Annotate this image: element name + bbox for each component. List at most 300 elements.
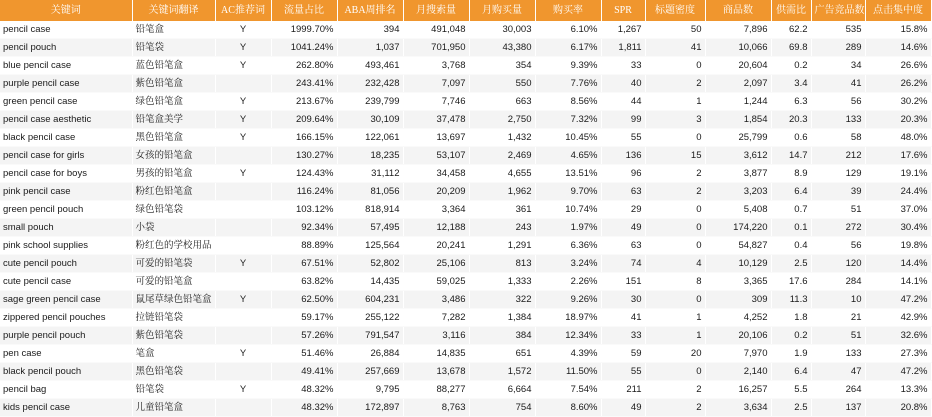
cell-ad-competitors: 129	[811, 165, 865, 183]
cell-supply-demand: 17.6	[771, 273, 811, 291]
cell-products: 309	[705, 291, 771, 309]
cell-traffic-share: 243.41%	[271, 75, 337, 93]
cell-spr: 30	[601, 291, 645, 309]
cell-click-concentration: 19.1%	[865, 165, 931, 183]
cell-title-density: 2	[645, 381, 705, 399]
cell-monthly-purchase: 2,469	[469, 147, 535, 165]
cell-traffic-share: 62.50%	[271, 291, 337, 309]
cell-ac: Y	[215, 255, 271, 273]
cell-click-concentration: 47.2%	[865, 363, 931, 381]
table-row[interactable]	[0, 93, 931, 111]
cell-keyword: cute pencil case	[0, 273, 132, 291]
cell-spr: 29	[601, 201, 645, 219]
cell-traffic-share: 103.12%	[271, 201, 337, 219]
cell-keyword: pencil case	[0, 21, 132, 39]
cell-keyword: zippered pencil pouches	[0, 309, 132, 327]
col-header-translation[interactable]: 关键词翻译	[132, 0, 215, 21]
table-row[interactable]	[0, 39, 931, 57]
cell-title-density: 50	[645, 21, 705, 39]
cell-monthly-purchase: 43,380	[469, 39, 535, 57]
cell-monthly-search: 59,025	[403, 273, 469, 291]
table-row[interactable]	[0, 381, 931, 399]
cell-aba-rank: 394	[337, 21, 403, 39]
cell-monthly-purchase: 1,572	[469, 363, 535, 381]
cell-title-density: 4	[645, 255, 705, 273]
col-header-purchase-rate[interactable]: 购买率	[535, 0, 601, 21]
cell-click-concentration: 17.6%	[865, 147, 931, 165]
table-row[interactable]	[0, 57, 931, 75]
cell-monthly-search: 3,116	[403, 327, 469, 345]
cell-spr: 33	[601, 57, 645, 75]
cell-title-density: 2	[645, 183, 705, 201]
cell-title-density: 41	[645, 39, 705, 57]
cell-products: 10,066	[705, 39, 771, 57]
cell-translation: 男孩的铅笔盒	[132, 165, 215, 183]
cell-monthly-purchase: 384	[469, 327, 535, 345]
cell-supply-demand: 0.2	[771, 327, 811, 345]
table-row[interactable]	[0, 165, 931, 183]
cell-ac	[215, 273, 271, 291]
cell-purchase-rate: 8.60%	[535, 399, 601, 417]
cell-aba-rank: 9,795	[337, 381, 403, 399]
cell-aba-rank: 18,235	[337, 147, 403, 165]
cell-ac	[215, 201, 271, 219]
cell-ad-competitors: 133	[811, 345, 865, 363]
cell-ac	[215, 363, 271, 381]
cell-traffic-share: 92.34%	[271, 219, 337, 237]
cell-monthly-purchase: 322	[469, 291, 535, 309]
cell-traffic-share: 67.51%	[271, 255, 337, 273]
cell-monthly-search: 491,048	[403, 21, 469, 39]
cell-title-density: 2	[645, 399, 705, 417]
cell-translation: 铅笔盒美学	[132, 111, 215, 129]
cell-click-concentration: 32.6%	[865, 327, 931, 345]
table-row[interactable]	[0, 345, 931, 363]
cell-monthly-purchase: 651	[469, 345, 535, 363]
cell-ad-competitors: 10	[811, 291, 865, 309]
cell-spr: 1,811	[601, 39, 645, 57]
cell-keyword: pencil case for girls	[0, 147, 132, 165]
cell-purchase-rate: 7.54%	[535, 381, 601, 399]
cell-aba-rank: 232,428	[337, 75, 403, 93]
cell-supply-demand: 14.7	[771, 147, 811, 165]
cell-spr: 41	[601, 309, 645, 327]
cell-monthly-purchase: 813	[469, 255, 535, 273]
cell-monthly-search: 14,835	[403, 345, 469, 363]
cell-ac	[215, 327, 271, 345]
cell-monthly-purchase: 754	[469, 399, 535, 417]
cell-monthly-search: 12,188	[403, 219, 469, 237]
cell-purchase-rate: 4.39%	[535, 345, 601, 363]
cell-monthly-search: 7,282	[403, 309, 469, 327]
cell-aba-rank: 30,109	[337, 111, 403, 129]
cell-translation: 鼠尾草绿色铅笔盒	[132, 291, 215, 309]
table-row[interactable]	[0, 219, 931, 237]
cell-traffic-share: 48.32%	[271, 399, 337, 417]
cell-purchase-rate: 13.51%	[535, 165, 601, 183]
cell-products: 10,129	[705, 255, 771, 273]
table-row[interactable]	[0, 183, 931, 201]
cell-monthly-purchase: 354	[469, 57, 535, 75]
cell-traffic-share: 116.24%	[271, 183, 337, 201]
cell-translation: 绿色铅笔袋	[132, 201, 215, 219]
cell-translation: 紫色铅笔袋	[132, 327, 215, 345]
cell-products: 3,203	[705, 183, 771, 201]
cell-monthly-search: 34,458	[403, 165, 469, 183]
cell-click-concentration: 15.8%	[865, 21, 931, 39]
cell-title-density: 0	[645, 291, 705, 309]
cell-keyword: small pouch	[0, 219, 132, 237]
cell-traffic-share: 88.89%	[271, 237, 337, 255]
cell-spr: 99	[601, 111, 645, 129]
cell-translation: 儿童铅笔盒	[132, 399, 215, 417]
cell-monthly-purchase: 6,664	[469, 381, 535, 399]
cell-translation: 铅笔盒	[132, 21, 215, 39]
cell-spr: 211	[601, 381, 645, 399]
cell-purchase-rate: 9.39%	[535, 57, 601, 75]
cell-products: 1,244	[705, 93, 771, 111]
cell-purchase-rate: 8.56%	[535, 93, 601, 111]
cell-monthly-search: 88,277	[403, 381, 469, 399]
cell-aba-rank: 125,564	[337, 237, 403, 255]
cell-purchase-rate: 9.26%	[535, 291, 601, 309]
cell-purchase-rate: 1.97%	[535, 219, 601, 237]
cell-aba-rank: 26,884	[337, 345, 403, 363]
cell-spr: 136	[601, 147, 645, 165]
cell-click-concentration: 30.2%	[865, 93, 931, 111]
cell-ac: Y	[215, 291, 271, 309]
cell-traffic-share: 63.82%	[271, 273, 337, 291]
table-row[interactable]	[0, 237, 931, 255]
cell-title-density: 2	[645, 165, 705, 183]
cell-spr: 40	[601, 75, 645, 93]
cell-keyword: pink school supplies	[0, 237, 132, 255]
cell-monthly-purchase: 1,291	[469, 237, 535, 255]
cell-ac	[215, 147, 271, 165]
cell-title-density: 0	[645, 219, 705, 237]
cell-spr: 59	[601, 345, 645, 363]
cell-products: 3,612	[705, 147, 771, 165]
cell-aba-rank: 255,122	[337, 309, 403, 327]
cell-keyword: purple pencil case	[0, 75, 132, 93]
cell-keyword: pencil bag	[0, 381, 132, 399]
cell-aba-rank: 493,461	[337, 57, 403, 75]
table-row[interactable]	[0, 147, 931, 165]
cell-aba-rank: 81,056	[337, 183, 403, 201]
cell-translation: 拉链铅笔袋	[132, 309, 215, 327]
col-header-products[interactable]: 商品数	[705, 0, 771, 21]
cell-click-concentration: 47.2%	[865, 291, 931, 309]
cell-traffic-share: 57.26%	[271, 327, 337, 345]
cell-aba-rank: 122,061	[337, 129, 403, 147]
cell-monthly-search: 13,697	[403, 129, 469, 147]
cell-aba-rank: 172,897	[337, 399, 403, 417]
cell-ad-competitors: 535	[811, 21, 865, 39]
cell-title-density: 0	[645, 129, 705, 147]
cell-click-concentration: 42.9%	[865, 309, 931, 327]
cell-keyword: pink pencil case	[0, 183, 132, 201]
cell-monthly-search: 3,486	[403, 291, 469, 309]
cell-ac	[215, 219, 271, 237]
cell-keyword: green pencil case	[0, 93, 132, 111]
table-row[interactable]	[0, 291, 931, 309]
cell-ac	[215, 183, 271, 201]
cell-monthly-search: 20,209	[403, 183, 469, 201]
cell-monthly-search: 7,097	[403, 75, 469, 93]
cell-click-concentration: 14.1%	[865, 273, 931, 291]
cell-products: 3,877	[705, 165, 771, 183]
cell-traffic-share: 49.41%	[271, 363, 337, 381]
table-row[interactable]	[0, 111, 931, 129]
cell-title-density: 2	[645, 75, 705, 93]
cell-ad-competitors: 47	[811, 363, 865, 381]
cell-purchase-rate: 11.50%	[535, 363, 601, 381]
cell-keyword: green pencil pouch	[0, 201, 132, 219]
cell-translation: 粉红色铅笔盒	[132, 183, 215, 201]
cell-keyword: pencil case for boys	[0, 165, 132, 183]
cell-click-concentration: 26.2%	[865, 75, 931, 93]
table-row[interactable]	[0, 75, 931, 93]
cell-ac	[215, 237, 271, 255]
cell-title-density: 0	[645, 57, 705, 75]
cell-purchase-rate: 18.97%	[535, 309, 601, 327]
cell-translation: 铅笔袋	[132, 39, 215, 57]
cell-monthly-search: 25,106	[403, 255, 469, 273]
cell-supply-demand: 2.5	[771, 399, 811, 417]
table-row[interactable]	[0, 201, 931, 219]
cell-products: 54,827	[705, 237, 771, 255]
cell-aba-rank: 1,037	[337, 39, 403, 57]
cell-traffic-share: 166.15%	[271, 129, 337, 147]
cell-translation: 粉红色的学校用品	[132, 237, 215, 255]
cell-aba-rank: 604,231	[337, 291, 403, 309]
cell-keyword: pencil case aesthetic	[0, 111, 132, 129]
cell-monthly-search: 701,950	[403, 39, 469, 57]
col-header-keyword[interactable]: 关键词	[0, 0, 132, 21]
cell-supply-demand: 11.3	[771, 291, 811, 309]
table-row[interactable]	[0, 21, 931, 39]
cell-ac: Y	[215, 93, 271, 111]
cell-monthly-purchase: 243	[469, 219, 535, 237]
cell-products: 174,220	[705, 219, 771, 237]
col-header-ad-competitors[interactable]: 广告竞品数	[811, 0, 865, 21]
cell-supply-demand: 62.2	[771, 21, 811, 39]
cell-translation: 铅笔袋	[132, 381, 215, 399]
cell-supply-demand: 6.4	[771, 183, 811, 201]
cell-monthly-search: 7,746	[403, 93, 469, 111]
cell-ad-competitors: 289	[811, 39, 865, 57]
cell-click-concentration: 14.4%	[865, 255, 931, 273]
cell-supply-demand: 0.7	[771, 201, 811, 219]
cell-products: 1,854	[705, 111, 771, 129]
cell-ad-competitors: 264	[811, 381, 865, 399]
cell-title-density: 1	[645, 309, 705, 327]
cell-ad-competitors: 133	[811, 111, 865, 129]
cell-spr: 151	[601, 273, 645, 291]
cell-aba-rank: 57,495	[337, 219, 403, 237]
cell-purchase-rate: 2.26%	[535, 273, 601, 291]
table-body	[0, 21, 931, 417]
cell-products: 2,140	[705, 363, 771, 381]
table-row[interactable]	[0, 255, 931, 273]
col-header-spr[interactable]: SPR	[601, 0, 645, 21]
col-header-supply-demand[interactable]: 供需比	[771, 0, 811, 21]
cell-monthly-search: 13,678	[403, 363, 469, 381]
cell-spr: 44	[601, 93, 645, 111]
cell-ad-competitors: 56	[811, 237, 865, 255]
cell-ac: Y	[215, 57, 271, 75]
cell-products: 3,365	[705, 273, 771, 291]
cell-purchase-rate: 9.70%	[535, 183, 601, 201]
cell-ad-competitors: 137	[811, 399, 865, 417]
col-header-monthly-search[interactable]: 月搜索量	[403, 0, 469, 21]
table-row[interactable]	[0, 309, 931, 327]
cell-supply-demand: 1.8	[771, 309, 811, 327]
col-header-title-density[interactable]: 标题密度	[645, 0, 705, 21]
cell-ac	[215, 75, 271, 93]
cell-purchase-rate: 10.74%	[535, 201, 601, 219]
table-row[interactable]	[0, 363, 931, 381]
cell-monthly-purchase: 1,333	[469, 273, 535, 291]
cell-title-density: 8	[645, 273, 705, 291]
cell-keyword: kids pencil case	[0, 399, 132, 417]
table-row[interactable]	[0, 129, 931, 147]
cell-purchase-rate: 10.45%	[535, 129, 601, 147]
cell-monthly-search: 37,478	[403, 111, 469, 129]
cell-purchase-rate: 3.24%	[535, 255, 601, 273]
cell-supply-demand: 8.9	[771, 165, 811, 183]
cell-purchase-rate: 7.76%	[535, 75, 601, 93]
cell-title-density: 20	[645, 345, 705, 363]
cell-ac	[215, 309, 271, 327]
cell-aba-rank: 239,799	[337, 93, 403, 111]
cell-products: 3,634	[705, 399, 771, 417]
table-row[interactable]	[0, 327, 931, 345]
cell-aba-rank: 14,435	[337, 273, 403, 291]
cell-monthly-search: 20,241	[403, 237, 469, 255]
cell-title-density: 1	[645, 93, 705, 111]
col-header-monthly-purchase[interactable]: 月购买量	[469, 0, 535, 21]
cell-title-density: 0	[645, 201, 705, 219]
cell-products: 2,097	[705, 75, 771, 93]
cell-ad-competitors: 56	[811, 93, 865, 111]
cell-products: 20,106	[705, 327, 771, 345]
cell-translation: 黑色铅笔盒	[132, 129, 215, 147]
cell-click-concentration: 24.4%	[865, 183, 931, 201]
col-header-click-concentration[interactable]: 点击集中度	[865, 0, 931, 21]
cell-traffic-share: 51.46%	[271, 345, 337, 363]
cell-ad-competitors: 58	[811, 129, 865, 147]
cell-monthly-search: 3,768	[403, 57, 469, 75]
header-row	[0, 0, 931, 21]
cell-keyword: cute pencil pouch	[0, 255, 132, 273]
cell-traffic-share: 1999.70%	[271, 21, 337, 39]
cell-ac: Y	[215, 39, 271, 57]
cell-translation: 女孩的铅笔盒	[132, 147, 215, 165]
cell-spr: 33	[601, 327, 645, 345]
cell-monthly-purchase: 2,750	[469, 111, 535, 129]
cell-products: 16,257	[705, 381, 771, 399]
cell-monthly-purchase: 4,655	[469, 165, 535, 183]
cell-click-concentration: 26.6%	[865, 57, 931, 75]
cell-click-concentration: 27.3%	[865, 345, 931, 363]
cell-click-concentration: 13.3%	[865, 381, 931, 399]
cell-monthly-purchase: 550	[469, 75, 535, 93]
col-header-aba-rank[interactable]: ABA周排名	[337, 0, 403, 21]
cell-supply-demand: 1.9	[771, 345, 811, 363]
cell-aba-rank: 31,112	[337, 165, 403, 183]
cell-translation: 小袋	[132, 219, 215, 237]
cell-purchase-rate: 12.34%	[535, 327, 601, 345]
cell-monthly-purchase: 1,384	[469, 309, 535, 327]
cell-ad-competitors: 39	[811, 183, 865, 201]
cell-monthly-search: 8,763	[403, 399, 469, 417]
col-header-ac[interactable]: AC推荐词	[215, 0, 271, 21]
cell-purchase-rate: 6.10%	[535, 21, 601, 39]
cell-spr: 1,267	[601, 21, 645, 39]
cell-traffic-share: 213.67%	[271, 93, 337, 111]
table-row[interactable]	[0, 273, 931, 291]
cell-spr: 63	[601, 183, 645, 201]
cell-monthly-purchase: 1,962	[469, 183, 535, 201]
cell-monthly-purchase: 30,003	[469, 21, 535, 39]
cell-ad-competitors: 120	[811, 255, 865, 273]
cell-supply-demand: 5.5	[771, 381, 811, 399]
cell-keyword: sage green pencil case	[0, 291, 132, 309]
cell-ac: Y	[215, 381, 271, 399]
cell-translation: 黑色铅笔袋	[132, 363, 215, 381]
cell-keyword: pencil pouch	[0, 39, 132, 57]
cell-products: 7,970	[705, 345, 771, 363]
cell-spr: 49	[601, 219, 645, 237]
cell-title-density: 0	[645, 237, 705, 255]
cell-monthly-search: 3,364	[403, 201, 469, 219]
cell-click-concentration: 14.6%	[865, 39, 931, 57]
cell-purchase-rate: 7.32%	[535, 111, 601, 129]
cell-products: 25,799	[705, 129, 771, 147]
cell-ad-competitors: 21	[811, 309, 865, 327]
cell-products: 4,252	[705, 309, 771, 327]
cell-aba-rank: 52,802	[337, 255, 403, 273]
cell-keyword: blue pencil case	[0, 57, 132, 75]
cell-supply-demand: 2.5	[771, 255, 811, 273]
cell-click-concentration: 20.8%	[865, 399, 931, 417]
cell-keyword: black pencil case	[0, 129, 132, 147]
cell-click-concentration: 37.0%	[865, 201, 931, 219]
cell-aba-rank: 818,914	[337, 201, 403, 219]
cell-keyword: purple pencil pouch	[0, 327, 132, 345]
cell-spr: 96	[601, 165, 645, 183]
cell-ad-competitors: 212	[811, 147, 865, 165]
cell-title-density: 3	[645, 111, 705, 129]
cell-traffic-share: 209.64%	[271, 111, 337, 129]
cell-keyword: pen case	[0, 345, 132, 363]
cell-translation: 可爱的铅笔盒	[132, 273, 215, 291]
cell-click-concentration: 48.0%	[865, 129, 931, 147]
cell-title-density: 0	[645, 363, 705, 381]
cell-translation: 笔盒	[132, 345, 215, 363]
cell-products: 7,896	[705, 21, 771, 39]
cell-supply-demand: 20.3	[771, 111, 811, 129]
cell-traffic-share: 59.17%	[271, 309, 337, 327]
cell-traffic-share: 1041.24%	[271, 39, 337, 57]
cell-translation: 蓝色铅笔盒	[132, 57, 215, 75]
cell-spr: 55	[601, 129, 645, 147]
table-row[interactable]	[0, 399, 931, 417]
cell-spr: 49	[601, 399, 645, 417]
col-header-traffic-share[interactable]: 流量占比	[271, 0, 337, 21]
cell-spr: 63	[601, 237, 645, 255]
